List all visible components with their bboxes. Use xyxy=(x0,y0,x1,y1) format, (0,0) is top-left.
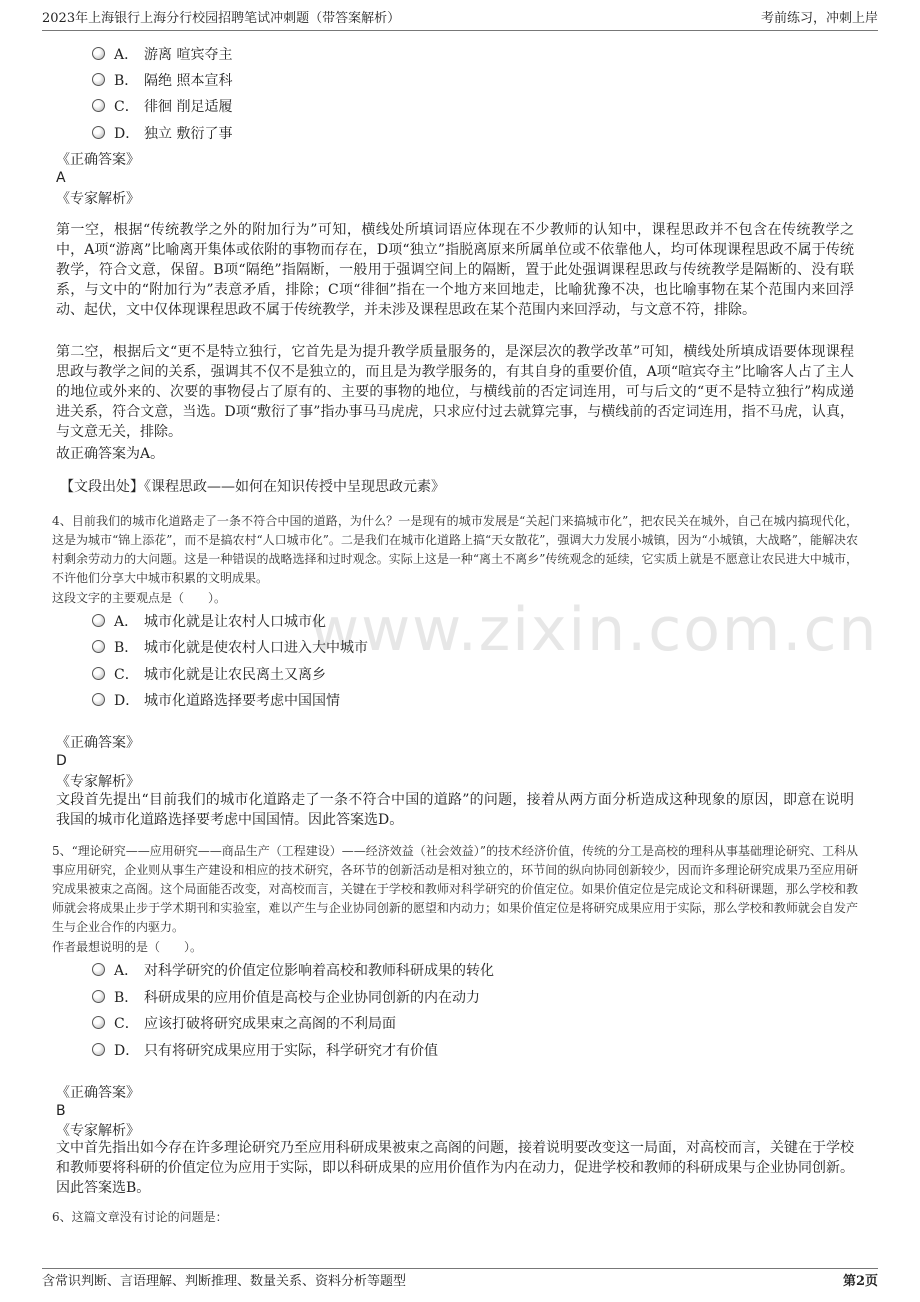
q4-analysis-label: 《专家解析》 xyxy=(56,774,140,790)
page-footer xyxy=(42,1268,878,1291)
q5-option-c[interactable]: C． 应该打破将研究成果束之高阁的不利局面 xyxy=(92,1014,396,1034)
q3-analysis-p2: 第二空，根据后文“更不是特立独行，它首先是为提升教学质量服务的，是深层次的教学改革”可知，横线处所填成语要体现课程思政与教学之间的关系，强调其不仅不是独立的，而且是为教学服务的，有其自身的重要价值，A项“喧宾夺主”比喻客人占了主人的地位或外来的、次要的事物侵占了原有的、主要的事物的地位，与横线前的否定词连用，可与后文的“更不是特立独行”构成递进关系，符合文意，当选。D项“敷衍了事”指办事马马虎虎，只求应付过去就算完事，与横线前的否定词连用，指不马虎，认真，与文意无关，排除。 xyxy=(56,344,854,440)
q5-answer-label: 《正确答案》 xyxy=(56,1085,140,1101)
radio-icon[interactable] xyxy=(92,1043,105,1056)
radio-icon[interactable] xyxy=(92,614,105,627)
q4-option-a[interactable]: A． 城市化就是让农村人口城市化 xyxy=(92,612,326,632)
watermark: www.zixin.com.cn xyxy=(310,595,879,665)
radio-icon[interactable] xyxy=(92,667,105,680)
q4-option-d[interactable]: D． 城市化道路选择要考虑中国国情 xyxy=(92,691,340,711)
radio-icon[interactable] xyxy=(92,640,105,653)
q4-analysis: 文段首先提出“目前我们的城市化道路走了一条不符合中国的道路”的问题，接着从两方面分析造成这种现象的原因，即意在说明我国的城市化道路选择要考虑中国国情。因此答案选D。 xyxy=(56,792,854,828)
q3-analysis-conclusion: 故正确答案为A。 xyxy=(56,446,165,462)
radio-icon[interactable] xyxy=(92,47,105,60)
header-slogan: 考前练习，冲刺上岸 xyxy=(760,11,878,26)
q3-option-d[interactable]: D． 独立 敷衍了事 xyxy=(92,124,232,144)
radio-icon[interactable] xyxy=(92,126,105,139)
q5-analysis-label: 《专家解析》 xyxy=(56,1123,140,1139)
q3-analysis-label: 《专家解析》 xyxy=(56,191,140,207)
q4-option-b[interactable]: B． 城市化就是使农村人口进入大中城市 xyxy=(92,638,368,658)
radio-icon[interactable] xyxy=(92,1016,105,1029)
q5-option-a[interactable]: A． 对科学研究的价值定位影响着高校和教师科研成果的转化 xyxy=(92,961,494,981)
radio-icon[interactable] xyxy=(92,73,105,86)
q3-option-a[interactable]: A． 游离 喧宾夺主 xyxy=(92,45,232,65)
q5-analysis: 文中首先指出如今存在许多理论研究乃至应用科研成果被束之高阁的问题，接着说明要改变这一局面，对高校而言，关键在于学校和教师要将科研的价值定位为应用于实际，即以科研成果的应用价值作为内在动力，促进学校和教师的科研成果与企业协同创新。因此答案选B。 xyxy=(56,1140,854,1196)
q6-stem: 6、这篇文章没有讨论的问题是： xyxy=(52,1210,228,1224)
document-title: 2023年上海银行上海分行校园招聘笔试冲刺题（带答案解析） xyxy=(42,11,401,26)
q5-option-d[interactable]: D． 只有将研究成果应用于实际，科学研究才有价值 xyxy=(92,1041,438,1061)
q4-question: 这段文字的主要观点是（ ）。 xyxy=(52,591,227,605)
q4-answer: D xyxy=(56,753,67,769)
radio-icon[interactable] xyxy=(92,99,105,112)
q3-analysis-p1: 第一空，根据“传统教学之外的附加行为”可知，横线处所填词语应体现在不少教师的认知中，课程思政并不包含在传统教学之中，A项“游离”比喻离开集体或依附的事物而存在，D项“独立”指脱离原来所属单位或不依靠他人，均可体现课程思政不属于传统教学，符合文意，保留。B项“隔绝”指隔断，一般用于强调空间上的隔断，置于此处强调课程思政与传统教学是隔断的、没有联系，与文中的“附加行为”表意矛盾，排除；C项“徘徊”指在一个地方来回地走，比喻犹豫不决，也比喻事物在某个范围内来回浮动、起伏，文中仅体现课程思政不属于传统教学，并未涉及课程思政在某个范围内来回浮动，与文意不符，排除。 xyxy=(56,222,854,318)
q5-stem: 5、“理论研究——应用研究——商品生产（工程建设）——经济效益（社会效益）”的技术经济价值，传统的分工是高校的理科从事基础理论研究、工科从事应用研究，企业则从事生产建设和相应的技术研究，各环节的创新活动是相对独立的，环节间的纵向协同创新较少，因而许多理论研究成果乃至应用研究成果被束之高阁。这个局面能否改变，对高校而言，关键在于学校和教师对科学研究的价值定位。如果价值定位是完成论文和科研课题，那么学校和教师就会将成果止步于学术期刊和实验室，难以产生与企业协同创新的愿望和内动力；如果价值定位是将研究成果应用于实际，那么学校和教师就会自发产生与企业合作的内驱力。 xyxy=(52,844,858,934)
q3-option-b[interactable]: B． 隔绝 照本宣科 xyxy=(92,71,232,91)
q4-answer-label: 《正确答案》 xyxy=(56,735,140,751)
q3-source: 【文段出处】《课程思政——如何在知识传授中呈现思政元素》 xyxy=(60,479,445,495)
page-header xyxy=(42,8,878,31)
footer-note: 含常识判断、言语理解、判断推理、数量关系、资料分析等题型 xyxy=(42,1274,407,1289)
q4-stem: 4、目前我们的城市化道路走了一条不符合中国的道路，为什么？一是现有的城市发展是“关起门来搞城市化”，把农民关在城外，自己在城内搞现代化，这是为城市“锦上添花”，而不是搞农村“人口城市化”。二是我们在城市化道路上搞“天女散花”，强调大力发展小城镇，因为“小城镇，大战略”，能解决农村剩余劳动力的大问题。这是一种错误的战略选择和过时观念。实际上这是一种“离土不离乡”传统观念的延续，它实质上就是不愿意让农民进大中城市，不许他们分享大中城市积累的文明成果。 xyxy=(52,514,858,585)
radio-icon[interactable] xyxy=(92,990,105,1003)
q5-answer: B xyxy=(56,1103,66,1119)
q3-answer: A xyxy=(56,170,66,186)
q4-option-c[interactable]: C． 城市化就是让农民离土又离乡 xyxy=(92,665,326,685)
radio-icon[interactable] xyxy=(92,963,105,976)
q5-option-b[interactable]: B． 科研成果的应用价值是高校与企业协同创新的内在动力 xyxy=(92,988,480,1008)
radio-icon[interactable] xyxy=(92,693,105,706)
q5-question: 作者最想说明的是（ ）。 xyxy=(52,940,203,954)
q3-option-c[interactable]: C． 徘徊 削足适履 xyxy=(92,97,232,117)
q3-answer-label: 《正确答案》 xyxy=(56,152,140,168)
page-number: 第2页 xyxy=(842,1274,878,1289)
